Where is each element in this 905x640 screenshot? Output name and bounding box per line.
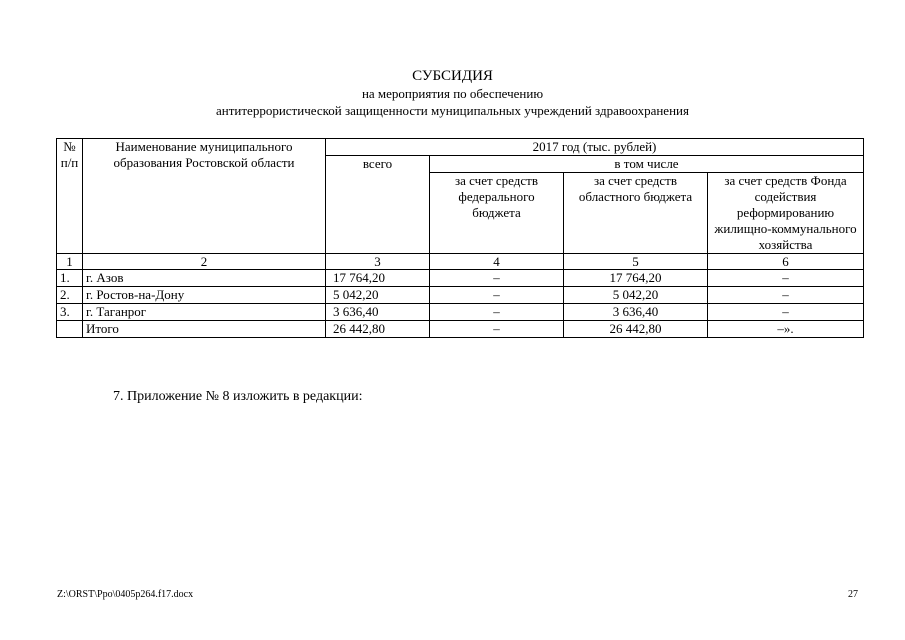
col-number: 4	[430, 254, 564, 270]
table-row	[57, 270, 864, 287]
column-number-row	[57, 254, 864, 270]
header-year-group: 2017 год (тыс. рублей)	[326, 139, 864, 156]
col-number: 5	[564, 254, 708, 270]
header-federal: за счет средств федерального бюджета	[430, 173, 564, 254]
row-name: г. Ростов-на-Дону	[83, 287, 326, 304]
row-federal: –	[430, 304, 564, 321]
row-total: 26 442,80	[326, 321, 430, 338]
heading-line-2: на мероприятия по обеспечению	[361, 86, 544, 101]
row-fund: –».	[708, 321, 864, 338]
header-total: всего	[326, 156, 430, 254]
appendix-note: 7. Приложение № 8 изложить в редакции:	[113, 389, 363, 404]
row-regional: 3 636,40	[564, 304, 708, 321]
row-fund: –	[708, 287, 864, 304]
table-row	[57, 287, 864, 304]
row-num: 1.	[57, 270, 83, 287]
col-number: 1	[57, 254, 83, 270]
row-fund: –	[708, 270, 864, 287]
heading-title: СУБСИДИЯ	[412, 68, 493, 84]
row-name: г. Таганрог	[83, 304, 326, 321]
row-num: 2.	[57, 287, 83, 304]
page-number: 27	[848, 589, 858, 600]
row-total: 5 042,20	[326, 287, 430, 304]
row-num: 3.	[57, 304, 83, 321]
row-name: г. Азов	[83, 270, 326, 287]
row-regional: 17 764,20	[564, 270, 708, 287]
header-regional: за счет средств областного бюджета	[564, 173, 708, 254]
row-regional: 26 442,80	[564, 321, 708, 338]
row-federal: –	[430, 270, 564, 287]
subsidy-table	[56, 138, 864, 338]
col-number: 6	[708, 254, 864, 270]
row-num	[57, 321, 83, 338]
col-number: 3	[326, 254, 430, 270]
row-total: 3 636,40	[326, 304, 430, 321]
header-including: в том числе	[430, 156, 864, 173]
header-fund: за счет средств Фонда содействия реформированию жилищно-коммунального хозяйства	[708, 173, 864, 254]
row-total: 17 764,20	[326, 270, 430, 287]
table-row	[57, 304, 864, 321]
row-regional: 5 042,20	[564, 287, 708, 304]
row-federal: –	[430, 321, 564, 338]
header-name: Наименование муниципального образования Ростовской области	[83, 139, 326, 254]
header-num: № п/п	[57, 139, 83, 254]
row-fund: –	[708, 304, 864, 321]
row-federal: –	[430, 287, 564, 304]
footer-file-path: Z:\ORST\Ppo\0405p264.f17.docx	[57, 589, 194, 600]
document-heading	[0, 68, 905, 119]
total-row	[57, 321, 864, 338]
row-name: Итого	[83, 321, 326, 338]
heading-line-3: антитеррористической защищенности муниципальных учреждений здравоохранения	[216, 103, 689, 118]
col-number: 2	[83, 254, 326, 270]
